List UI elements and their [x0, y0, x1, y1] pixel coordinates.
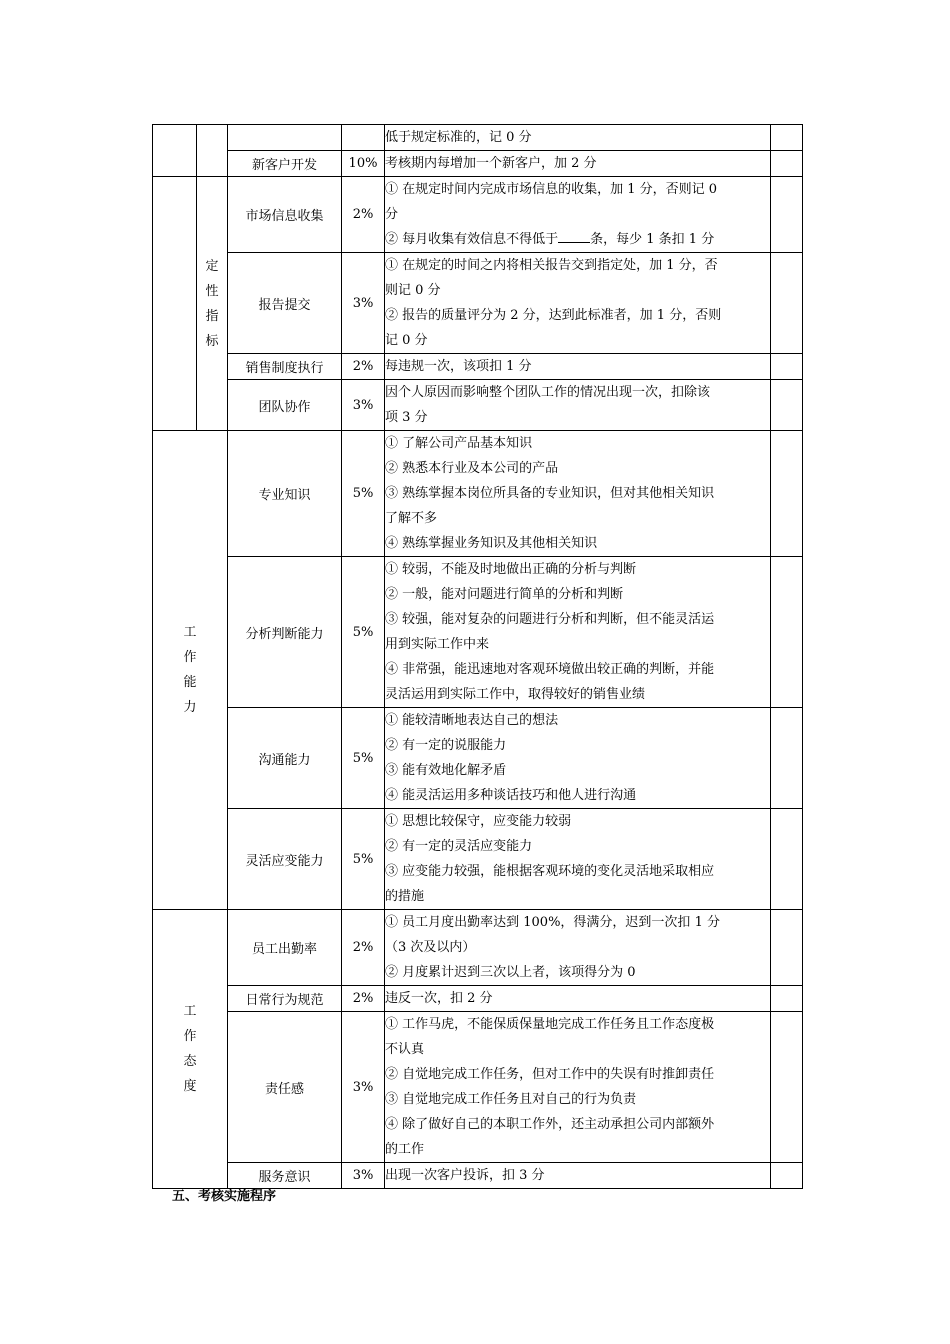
criteria-line: 的工作	[385, 1142, 425, 1157]
criteria-line: 记 0 分	[385, 333, 428, 348]
criteria-line: 低于规定标准的，记 0 分	[385, 130, 532, 145]
indicator-name	[228, 125, 342, 151]
indicator-weight	[342, 125, 385, 151]
criteria-line: ② 报告的质量评分为 2 分，达到此标准者，加 1 分，否则	[385, 308, 722, 323]
section-heading: 五、考核实施程序	[172, 1189, 277, 1204]
category-attitude	[153, 910, 228, 1189]
criteria-line: 出现一次客户投诉，扣 3 分	[385, 1168, 545, 1183]
criteria-line: ④ 熟练掌握业务知识及其他相关知识	[385, 536, 598, 551]
criteria-line: ① 工作马虎，不能保质保量地完成工作任务且工作态度极	[385, 1017, 715, 1032]
table-row	[153, 253, 803, 354]
category-label: 定性指标	[205, 258, 219, 349]
indicator-name: 服务意识	[228, 1163, 342, 1189]
criteria-line: ③ 熟练掌握本岗位所具备的专业知识，但对其他相关知识	[385, 486, 715, 501]
indicator-criteria	[385, 177, 771, 253]
table-row	[153, 910, 803, 986]
indicator-weight: 5%	[342, 431, 385, 557]
criteria-line: 违反一次，扣 2 分	[385, 991, 493, 1006]
indicator-name: 团队协作	[228, 380, 342, 431]
table-row	[153, 380, 803, 431]
indicator-weight: 10%	[342, 151, 385, 177]
score-cell	[771, 151, 803, 177]
criteria-line: 的措施	[385, 889, 425, 904]
criteria-line: 了解不多	[385, 511, 438, 526]
indicator-criteria	[385, 253, 771, 354]
criteria-line: ② 自觉地完成工作任务，但对工作中的失误有时推卸责任	[385, 1067, 715, 1082]
indicator-weight: 3%	[342, 1163, 385, 1189]
score-cell	[771, 1012, 803, 1163]
criteria-line: ① 在规定的时间之内将相关报告交到指定处，加 1 分，否	[385, 258, 718, 273]
table-row	[153, 809, 803, 910]
indicator-criteria	[385, 809, 771, 910]
criteria-line: ② 熟悉本行业及本公司的产品	[385, 461, 559, 476]
criteria-line: 考核期内每增加一个新客户，加 2 分	[385, 156, 597, 171]
indicator-criteria	[385, 431, 771, 557]
table-row	[153, 986, 803, 1012]
criteria-line: 不认真	[385, 1042, 425, 1057]
indicator-criteria	[385, 708, 771, 809]
criteria-line: ③ 较强，能对复杂的问题进行分析和判断，但不能灵活运	[385, 612, 715, 627]
criteria-line: 用到实际工作中来	[385, 637, 490, 652]
criteria-line: ① 思想比较保守，应变能力较弱	[385, 814, 572, 829]
indicator-criteria	[385, 557, 771, 708]
indicator-weight: 3%	[342, 380, 385, 431]
score-cell	[771, 431, 803, 557]
score-cell	[771, 354, 803, 380]
indicator-name: 新客户开发	[228, 151, 342, 177]
indicator-criteria	[385, 1163, 771, 1189]
kpi-table	[152, 124, 803, 1189]
criteria-line: ④ 能灵活运用多种谈话技巧和他人进行沟通	[385, 788, 637, 803]
table-row	[153, 177, 803, 253]
criteria-line: ③ 能有效地化解矛盾	[385, 763, 507, 778]
score-cell	[771, 125, 803, 151]
indicator-name: 专业知识	[228, 431, 342, 557]
criteria-line: 每违规一次，该项扣 1 分	[385, 359, 532, 374]
indicator-name: 员工出勤率	[228, 910, 342, 986]
indicator-name: 沟通能力	[228, 708, 342, 809]
criteria-text: 条，每少 1 条扣 1 分	[590, 232, 715, 247]
indicator-weight: 3%	[342, 253, 385, 354]
indicator-weight: 3%	[342, 1012, 385, 1163]
category-label: 工作能力	[183, 625, 197, 715]
indicator-name: 分析判断能力	[228, 557, 342, 708]
criteria-line: 则记 0 分	[385, 283, 441, 298]
criteria-line: ④ 除了做好自己的本职工作外，还主动承担公司内部额外	[385, 1117, 715, 1132]
category-qualitative	[197, 177, 228, 431]
criteria-line: ① 能较清晰地表达自己的想法	[385, 713, 559, 728]
table-row	[153, 125, 803, 151]
subcategory-blank-cell	[197, 125, 228, 177]
indicator-name: 销售制度执行	[228, 354, 342, 380]
table-row	[153, 431, 803, 557]
criteria-line: ④ 非常强，能迅速地对客观环境做出较正确的判断，并能	[385, 662, 715, 677]
indicator-criteria	[385, 986, 771, 1012]
indicator-name: 责任感	[228, 1012, 342, 1163]
category-blank-cell	[153, 125, 197, 177]
table-row	[153, 151, 803, 177]
indicator-weight: 2%	[342, 354, 385, 380]
criteria-line: ② 有一定的说服能力	[385, 738, 507, 753]
criteria-line: ① 较弱，不能及时地做出正确的分析与判断	[385, 562, 637, 577]
criteria-line: ① 在规定时间内完成市场信息的收集，加 1 分，否则记 0	[385, 182, 718, 197]
criteria-line: 项 3 分	[385, 410, 428, 425]
indicator-weight: 5%	[342, 809, 385, 910]
criteria-line: ① 员工月度出勤率达到 100%，得满分，迟到一次扣 1 分	[385, 915, 720, 930]
indicator-weight: 2%	[342, 177, 385, 253]
indicator-criteria	[385, 354, 771, 380]
table-row	[153, 557, 803, 708]
fill-in-blank	[558, 228, 590, 243]
criteria-line: ② 有一定的灵活应变能力	[385, 839, 533, 854]
table-row	[153, 354, 803, 380]
indicator-criteria	[385, 151, 771, 177]
score-cell	[771, 557, 803, 708]
table-row	[153, 708, 803, 809]
indicator-weight: 2%	[342, 910, 385, 986]
criteria-line: 分	[385, 207, 399, 222]
indicator-weight: 5%	[342, 557, 385, 708]
table-row	[153, 1012, 803, 1163]
criteria-text: ② 每月收集有效信息不得低于	[385, 232, 559, 247]
score-cell	[771, 910, 803, 986]
category-label: 工作态度	[183, 1004, 197, 1094]
criteria-line: ① 了解公司产品基本知识	[385, 436, 533, 451]
score-cell	[771, 253, 803, 354]
indicator-criteria	[385, 1012, 771, 1163]
indicator-weight: 2%	[342, 986, 385, 1012]
indicator-criteria	[385, 125, 771, 151]
category-blank-cell	[153, 177, 197, 431]
criteria-line	[385, 227, 770, 252]
indicator-name: 灵活应变能力	[228, 809, 342, 910]
criteria-line: 因个人原因而影响整个团队工作的情况出现一次，扣除该	[385, 385, 711, 400]
criteria-line: ② 月度累计迟到三次以上者，该项得分为 0	[385, 965, 636, 980]
indicator-name: 市场信息收集	[228, 177, 342, 253]
score-cell	[771, 986, 803, 1012]
indicator-criteria	[385, 380, 771, 431]
criteria-line: ③ 应变能力较强，能根据客观环境的变化灵活地采取相应	[385, 864, 715, 879]
criteria-line: （3 次及以内）	[385, 940, 476, 955]
indicator-criteria	[385, 910, 771, 986]
criteria-line: ③ 自觉地完成工作任务且对自己的行为负责	[385, 1092, 637, 1107]
criteria-line: ② 一般，能对问题进行简单的分析和判断	[385, 587, 624, 602]
category-ability	[153, 431, 228, 910]
criteria-line: 灵活运用到实际工作中，取得较好的销售业绩	[385, 687, 646, 702]
score-cell	[771, 809, 803, 910]
indicator-weight: 5%	[342, 708, 385, 809]
score-cell	[771, 1163, 803, 1189]
score-cell	[771, 380, 803, 431]
indicator-name: 日常行为规范	[228, 986, 342, 1012]
score-cell	[771, 708, 803, 809]
indicator-name: 报告提交	[228, 253, 342, 354]
score-cell	[771, 177, 803, 253]
